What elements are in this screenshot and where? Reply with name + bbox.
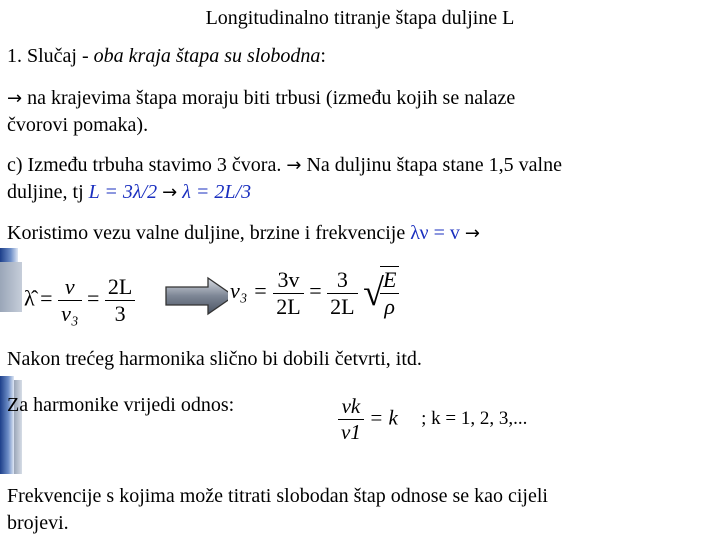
equation-length: L = 3λ/2 (88, 181, 158, 203)
left-decoration-strip (0, 376, 14, 474)
point-c-line2: duljine, tj L = 3λ/2 → λ = 2L/3 (7, 181, 252, 203)
ratio-line: Za harmonike vrijedi odnos: (7, 394, 235, 416)
case-heading: 1. Slučaj - oba kraja štapa su slobodna: (7, 45, 326, 67)
arrow-right-icon (164, 276, 236, 316)
bullet-antinodes: → na krajevima štapa moraju biti trbusi (između kojih se nalaze (7, 87, 516, 109)
relation-line: Koristimo vezu valne duljine, brzine i frekvencije λν = v → (7, 222, 480, 244)
formula-frequency: ν₃ = $\frac{3v}{2L}$ = $\frac{3}{2L}$ √ $\frac{E}{\rho}$ (228, 254, 418, 324)
bullet-antinodes-cont: čvorovi pomaka). (7, 114, 149, 136)
arrow-right-icon: → (464, 223, 480, 244)
conclusion-line2: brojevi. (7, 512, 69, 534)
arrow-right-icon: → (286, 155, 302, 176)
arrow-right-icon: → (7, 88, 23, 109)
equation-wavelength: λ = 2L/3 (182, 181, 252, 203)
arrow-right-icon: → (162, 182, 178, 203)
slide-title: Longitudinalno titranje štapa duljine L (205, 7, 515, 29)
point-c-line1: c) Između trbuha stavimo 3 čvora. → Na duljinu štapa stane 1,5 valne (7, 154, 562, 176)
harmonic-line: Nakon trećeg harmonika slično bi dobili četvrti, itd. (7, 348, 422, 370)
conclusion-line1: Frekvencije s kojima može titrati slobodan štap odnose se kao cijeli (7, 485, 548, 507)
formula-harmonic-ratio: $\frac{\nu k}{\nu 1}$ = k ; k = 1, 2, 3,... (336, 388, 566, 446)
equation-relation: λν = v (410, 222, 460, 244)
formula-wavelength: λ̂ = $\frac{v}{\text{ν₃}}$ = $\frac{2L}{3}$ (22, 258, 148, 320)
